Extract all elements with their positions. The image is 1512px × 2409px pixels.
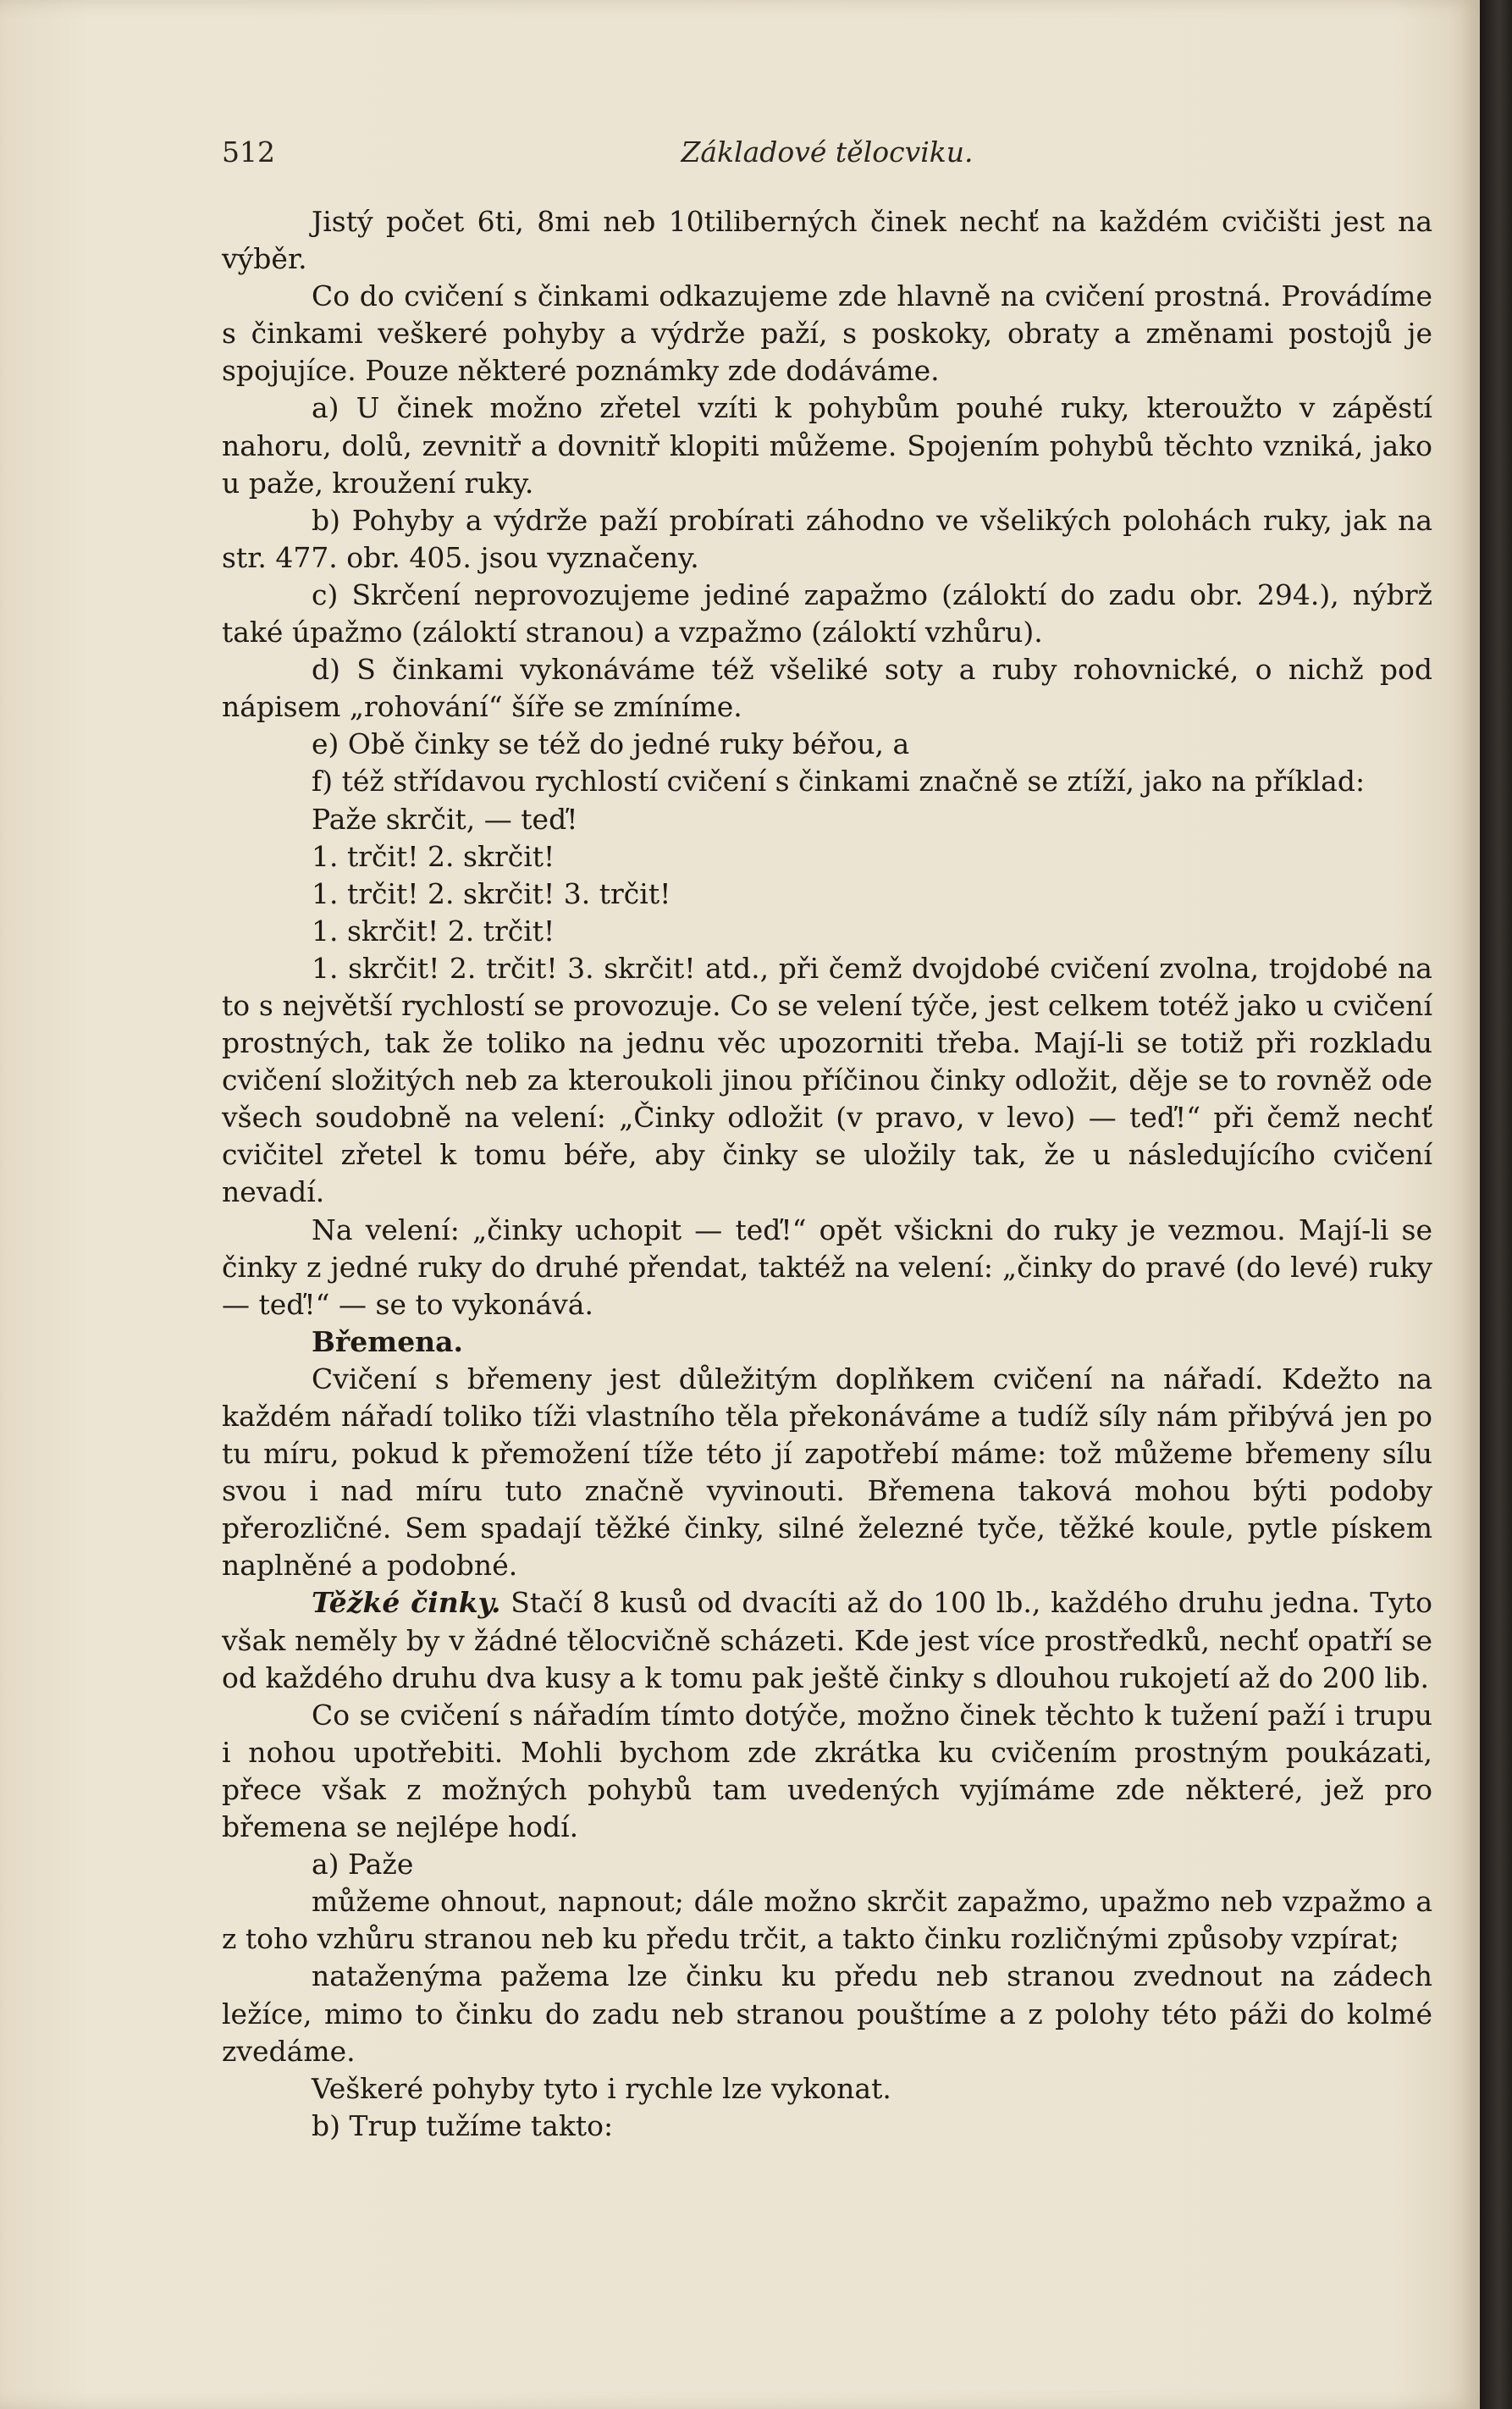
page-header bbox=[222, 135, 1432, 171]
section-heading-text: Břemena. bbox=[312, 1324, 464, 1358]
page-text bbox=[222, 203, 1432, 2145]
paragraph: Co se cvičení s nářadím tímto dotýče, možno činek těchto k tužení paží i trupu i nohou upotřebiti. Mohli bychom zde zkrátka ku cvičením prostným poukázati, přece však z možných pohybů tam uvedených vyjímáme zde některé, jež pro břemena se nejlépe hodí. bbox=[222, 1698, 1432, 1844]
command-line: 1. trčit! 2. skrčit! bbox=[312, 839, 555, 873]
paragraph: Co do cvičení s činkami odkazujeme zde hlavně na cvičení prostná. Provádíme s činkami veškeré pohyby a výdrže paží, s poskoky, obraty a změnami postojů je spojujíce. Pouze některé poznámky zde dodáváme. bbox=[222, 279, 1432, 388]
paragraph-f: f) též střídavou rychlostí cvičení s činkami značně se ztíží, jako na příklad: bbox=[312, 765, 1366, 798]
subsection-label: a) Paže bbox=[312, 1848, 414, 1881]
paragraph: 1. skrčit! 2. trčit! 3. skrčit! atd., při čemž dvojdobé cvičení zvolna, trojdobé na to s největší rychlostí se provozuje. Co se velení týče, jest celkem totéž jako u cvičení prostných, tak že toliko na jednu věc upozorniti třeba. Mají-li se totiž při rozkladu cvičení složitých neb za kteroukoli jinou příčinou činky odložit, děje se to rovněž ode všech soudobně na velení: „Činky odložit (v pravo, v levo) — teď!“ při čemž nechť cvičitel zřetel k tomu béře, aby činky se uložily tak, že u následujícího cvičení nevadí. bbox=[222, 951, 1432, 1209]
paragraph-text: Stačí 8 kusů od dvacíti až do 100 lb., každého druhu jedna. Tyto však neměly by v žádné tělocvičně scházeti. Kde jest více prostředků, nechť opatří se od každého druhu dva kusy a k tomu pak ještě činky s dlouhou rukojetí až do 200 lib. bbox=[222, 1586, 1432, 1694]
paragraph: Jistý počet 6ti, 8mi neb 10tiliberných činek nechť na každém cvičišti jest na výběr. bbox=[222, 205, 1432, 276]
paragraph-b: b) Pohyby a výdrže paží probírati záhodno ve všelikých polohách ruky, jak na str. 477. obr. 405. jsou vyznačeny. bbox=[222, 503, 1432, 574]
paragraph-e: e) Obě činky se též do jedné ruky béřou, a bbox=[312, 727, 910, 761]
paragraph: Na velení: „činky uchopit — teď!“ opět všickni do ruky je vezmou. Mají-li se činky z jedné ruky do druhé přendat, taktéž na velení: „činky do pravé (do levé) ruky — teď!“ — se to vykonává. bbox=[222, 1213, 1432, 1321]
running-title: Základové tělocviku. bbox=[681, 135, 974, 169]
paragraph: Veškeré pohyby tyto i rychle lze vykonat. bbox=[312, 2071, 891, 2105]
paragraph: můžeme ohnout, napnout; dále možno skrčit zapažmo, upažmo neb vzpažmo a z toho vzhůru stranou neb ku předu trčit, a takto činku rozličnými způsoby vzpírat; bbox=[222, 1885, 1432, 1956]
section-heading bbox=[222, 1323, 1432, 1361]
command-line: 1. skrčit! 2. trčit! bbox=[312, 914, 555, 948]
paragraph-d: d) S činkami vykonáváme též všeliké soty a ruby rohovnické, o nichž pod nápisem „rohování“ šíře se zmíníme. bbox=[222, 653, 1432, 724]
command-line: Paže skrčit, — teď! bbox=[312, 802, 578, 836]
subsection-label: b) Trup tužíme takto: bbox=[312, 2108, 614, 2142]
page-number: 512 bbox=[222, 135, 275, 169]
binding-edge bbox=[1480, 0, 1512, 2409]
paragraph-c: c) Skrčení neprovozujeme jediné zapažmo (záloktí do zadu obr. 294.), nýbrž také úpažmo (záloktí stranou) a vzpažmo (záloktí vzhůru). bbox=[222, 577, 1432, 649]
run-in-title: Těžké činky. bbox=[312, 1586, 501, 1620]
paragraph: nataženýma pažema lze činku ku předu neb stranou zvednout na zádech ležíce, mimo to činku do zadu neb stranou pouštíme a z polohy této páži do kolmé zvedáme. bbox=[222, 1959, 1432, 2068]
paragraph-a: a) U činek možno zřetel vzíti k pohybům pouhé ruky, kteroužto v zápěstí nahoru, dolů, zevnitř a dovnitř klopiti můžeme. Spojením pohybů těchto vzniká, jako u paže, kroužení ruky. bbox=[222, 391, 1432, 500]
command-line: 1. trčit! 2. skrčit! 3. trčit! bbox=[312, 876, 671, 910]
paragraph: Cvičení s břemeny jest důležitým doplňkem cvičení na nářadí. Kdežto na každém nářadí toliko tíži vlastního těla překonáváme a tudíž síly nám přibývá jen po tu míru, pokud k přemožení tíže této jí zapotřebí máme: tož můžeme břemeny sílu svou i nad míru tuto značně vyvinouti. Břemena taková mohou býti podoby přerozličné. Sem spadají těžké činky, silné železné tyče, těžké koule, pytle pískem naplněné a podobné. bbox=[222, 1362, 1432, 1583]
paragraph bbox=[222, 1584, 1432, 1696]
